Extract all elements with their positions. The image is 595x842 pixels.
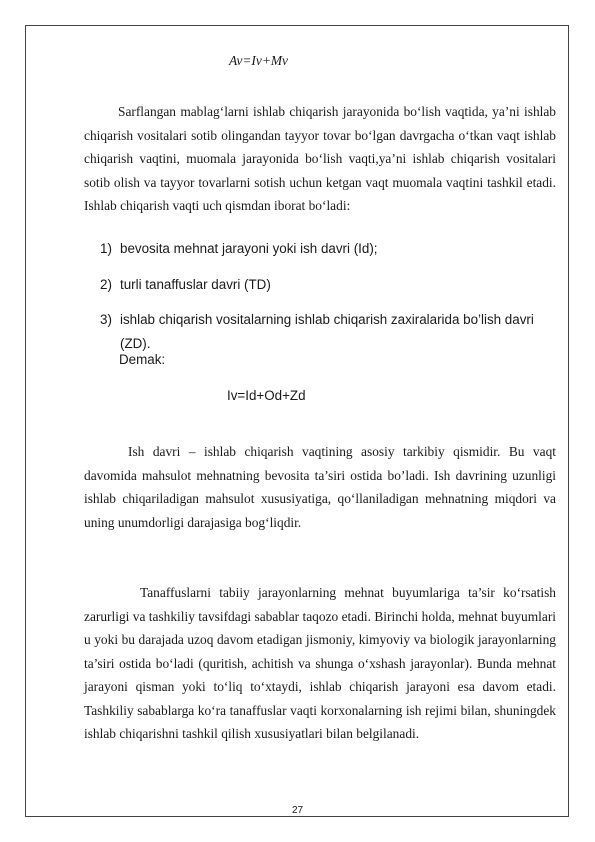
demak-label: Demak: (119, 352, 166, 367)
list-text: ishlab chiqarish vositalarning ishlab chiqarish zaxiralarida bo’lish davri (ZD). (120, 312, 534, 351)
page-number: 27 (291, 805, 304, 816)
paragraph-breaks: Tanaffuslarni tabiiy jarayonlarning mehnat buyumlariga ta’sir ko‘rsatish zarurligi va tashkiliy tavsifdagi sabablar taqozo etadi. Birinchi holda, mehnat buyumlari u yoki bu darajada uzoq davom etadigan jismoniy, kimyoviy va biologik jarayonlarning ta’siri ostida bo‘ladi (quritish, achitish va shunga o‘xshash jarayonlar). Bunda mehnat jarayoni qisman yoki to‘liq to‘xtaydi, ishlab chiqarish jarayoni esa davom etadi. Tashkiliy sabablarga ko‘ra tanaffuslar vaqti korxonalarning ish rejimi bilan, shuningdek ishlab chiqarishni tashkil qilish xususiyatlari bilan belgilanadi. (84, 585, 556, 741)
formula-av: Av=Iv+Mv (229, 53, 288, 68)
list-number: 2) (100, 276, 112, 292)
list-number: 1) (100, 241, 112, 256)
list-item (100, 273, 550, 297)
list-number: 3) (100, 312, 112, 327)
list-text: bevosita mehnat jarayoni yoki ish davri (Id); (120, 241, 378, 256)
list-text: turli tanaffuslar davri (TD) (120, 276, 271, 292)
formula-iv: Iv=Id+Od+Zd (227, 388, 306, 403)
paragraph-production-time: Sarflangan mablag‘larni ishlab chiqarish jarayonida bo‘lish vaqtida, ya’ni ishlab chiqarish vositalari sotib olingandan tayyor tovar bo‘lgan davrgacha o‘tkan vaqt ishlab chiqarish vaqtini, muomala jarayonida bo‘lish vaqti,ya’ni ishlab chiqarish vositalari sotib olish va tayyor tovarlarni sotish uchun ketgan vaqt muomala vaqtini tashkil etadi. Ishlab chiqarish vaqti uch qismdan iborat bo‘ladi: (84, 104, 556, 213)
paragraph-work-period: Ish davri – ishlab chiqarish vaqtining asosiy tarkibiy qismidir. Bu vaqt davomida mahsulot mehnatning bevosita ta’siri ostida bo’ladi. Ish davrining uzunligi ishlab chiqariladigan mahsulot xususiyatiga, qo‘llaniladigan mehnatning miqdori va uning unumdorligi darajasiga bog‘liqdir. (84, 444, 556, 530)
list-item (100, 237, 550, 261)
list-item (100, 308, 550, 355)
production-time-list (100, 237, 550, 367)
